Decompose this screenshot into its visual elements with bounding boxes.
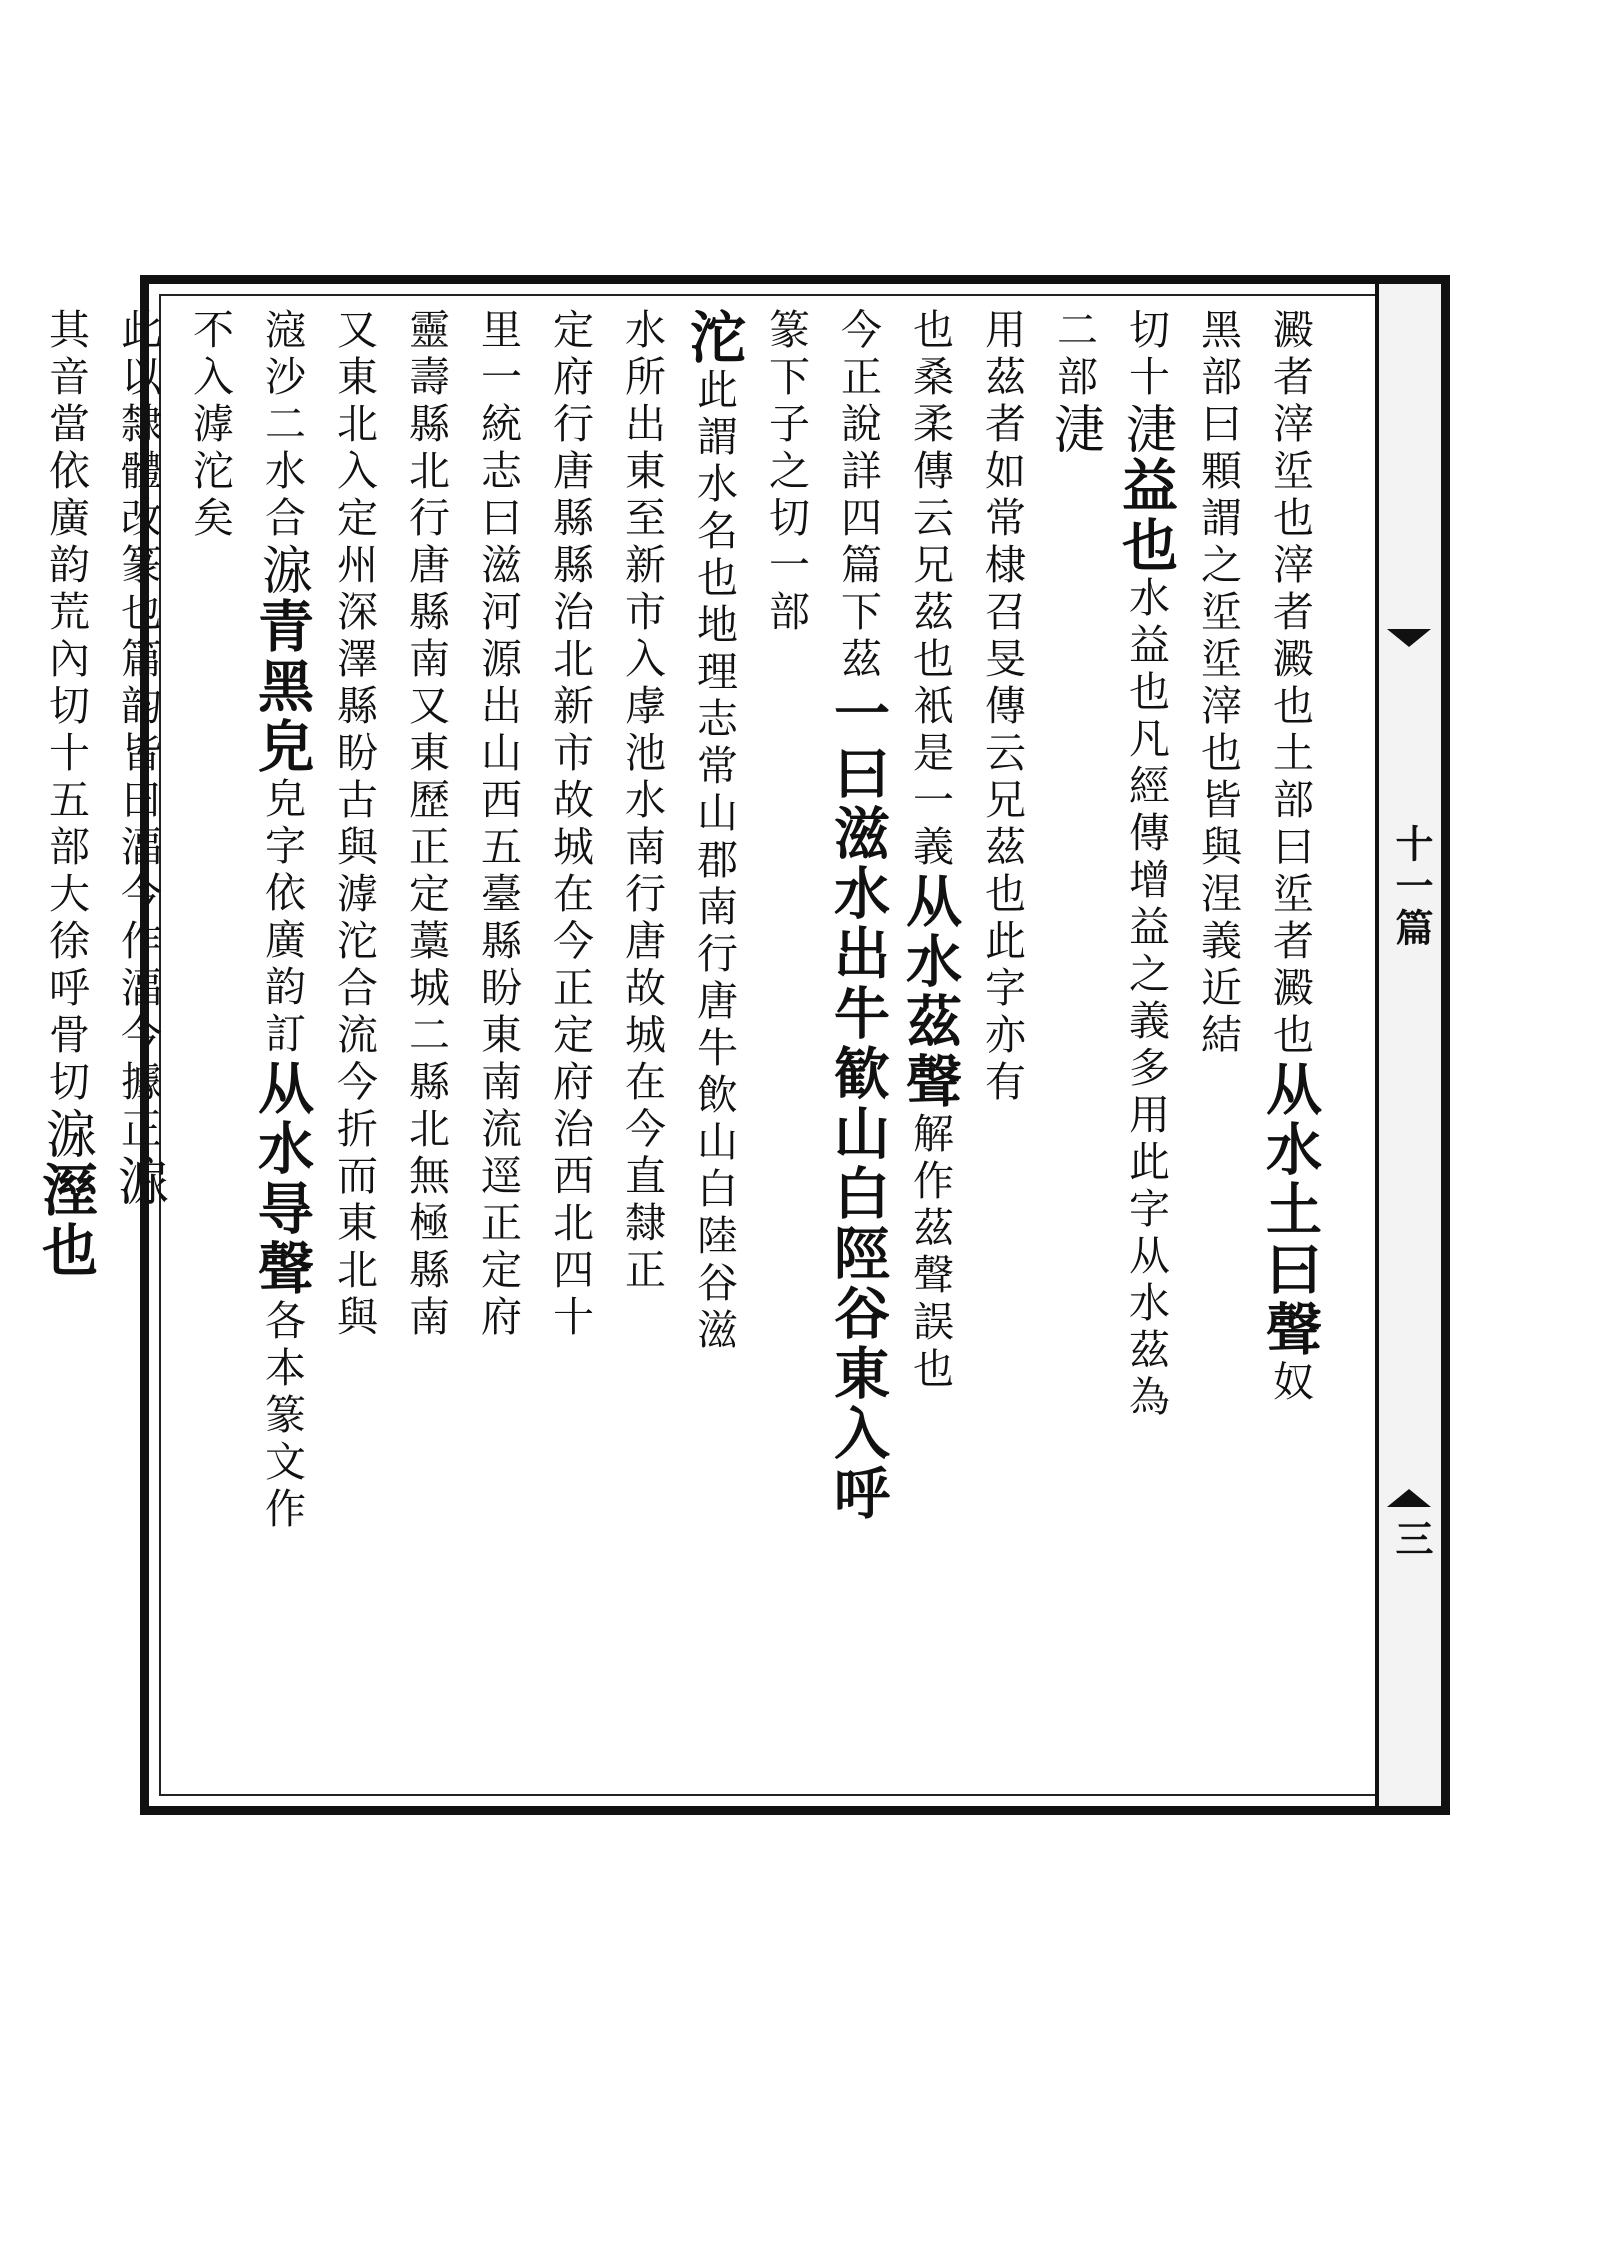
commentary-text: 奴 — [1266, 1360, 1314, 1407]
text-column — [102, 308, 174, 1778]
commentary-text: 切十 — [1122, 308, 1170, 402]
commentary-text: 此謂水名也地理志常山郡南行唐牛飲山白陸谷滋 — [690, 368, 738, 1355]
text-column — [30, 308, 102, 1778]
commentary-text: 黑部曰顆謂之垽垽滓也皆與涅義近 — [1194, 308, 1242, 1013]
commentary-text: 不入滹沱矣 — [186, 308, 234, 543]
headword-text: 从水㝵聲 — [249, 1059, 315, 1299]
commentary-text: 篆下子之切一部 — [762, 308, 810, 637]
commentary-text: 水益也凡經傳增益之義多用此字从水茲為 — [1122, 576, 1170, 1422]
fishtail-bottom-mark — [1387, 1489, 1431, 1507]
commentary-text: 解作茲聲誤也 — [906, 1112, 954, 1394]
headword-text: 一曰滋水出牛歓山白陘谷東入呼 — [825, 684, 891, 1524]
commentary-text: 今正說詳四篇下茲 — [834, 308, 882, 684]
seal-script-glyph: 㴃 — [36, 1107, 96, 1161]
text-column — [678, 308, 750, 1778]
text-column — [1038, 308, 1110, 1778]
commentary-text: 也桑柔傳云兄茲也衹是一義 — [906, 308, 954, 872]
commentary-text: 又東北入定州深澤縣盼古與滹沱合流今折而東北與 — [330, 308, 378, 1342]
commentary-text: 此以隸體改篆也篇韵皆曰湢今作湢今據正 — [114, 308, 162, 1154]
text-column — [174, 308, 246, 1778]
text-column — [1254, 308, 1326, 1778]
headword-text: 青黑皃 — [249, 597, 315, 777]
banxin-center-strip — [1375, 284, 1441, 1806]
commentary-text: 澱者滓垽也滓者澱也土部曰垽者澱也 — [1266, 308, 1314, 1060]
commentary-text: 結 — [1194, 1013, 1242, 1060]
headword-text: 沱 — [681, 308, 747, 368]
text-column — [894, 308, 966, 1778]
text-column — [1110, 308, 1182, 1778]
banxin-folio-number: 三 — [1389, 1519, 1434, 1557]
headword-text: 从水土曰聲 — [1257, 1060, 1323, 1360]
text-column — [822, 308, 894, 1778]
text-column — [534, 308, 606, 1778]
commentary-text: 二部 — [1050, 308, 1098, 402]
commentary-text: 用茲者如常棣召旻傳云兄茲也此字亦有 — [978, 308, 1026, 1107]
text-column — [462, 308, 534, 1778]
seal-script-glyph: 㴃 — [108, 1154, 168, 1208]
seal-script-glyph: 𣶏 — [1044, 402, 1104, 456]
text-column — [966, 308, 1038, 1778]
commentary-text: 定府行唐縣縣治北新市故城在今正定府治西北四十 — [546, 308, 594, 1342]
headword-text: 溼也 — [33, 1161, 99, 1281]
commentary-text: 靈壽縣北行唐縣南又東歷正定藁城二縣北無極縣南 — [402, 308, 450, 1342]
main-text-columns — [33, 308, 1326, 1778]
text-column — [606, 308, 678, 1778]
seal-script-glyph: 㴃 — [252, 543, 312, 597]
banxin-volume-label: 十一篇 — [1389, 824, 1434, 950]
commentary-text: 里一統志曰滋河源出山西五臺縣盼東南流逕正定府 — [474, 308, 522, 1342]
headword-text: 益也 — [1113, 456, 1179, 576]
fishtail-top-mark — [1387, 629, 1431, 647]
text-column — [390, 308, 462, 1778]
text-column — [750, 308, 822, 1778]
commentary-text: 各本篆文作 — [258, 1299, 306, 1534]
commentary-text: 其音當依廣韵荒內切十五部大徐呼骨切 — [42, 308, 90, 1107]
commentary-text: 水所出東至新市入虖池水南行唐故城在今直隸正 — [618, 308, 666, 1295]
text-column — [1182, 308, 1254, 1778]
commentary-text: 滱沙二水合 — [258, 308, 306, 543]
page-frame — [33, 275, 1450, 1815]
seal-script-glyph: 𣶏 — [1116, 402, 1176, 456]
commentary-text: 皃字依廣韵訂 — [258, 777, 306, 1059]
headword-text: 从水茲聲 — [897, 872, 963, 1112]
text-column — [318, 308, 390, 1778]
text-column — [246, 308, 318, 1778]
